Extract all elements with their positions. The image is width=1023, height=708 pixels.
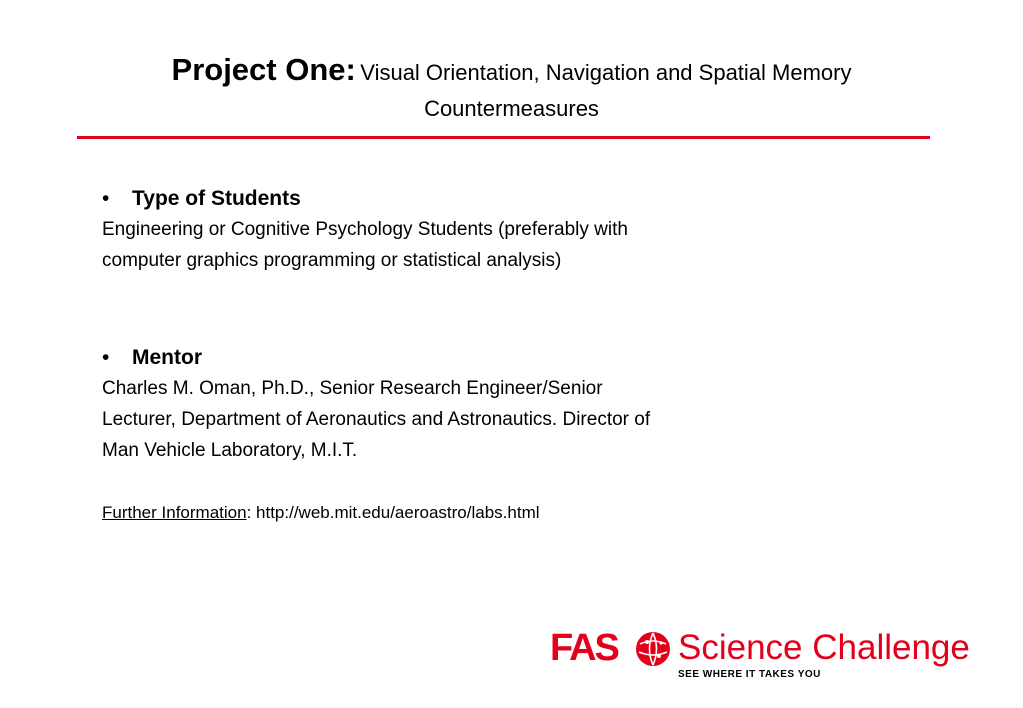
further-url[interactable]: http://web.mit.edu/aeroastro/labs.html bbox=[256, 503, 540, 522]
section-mentor bbox=[102, 343, 650, 466]
bullet-icon: • bbox=[102, 346, 110, 369]
logo-fas: FAS bbox=[550, 627, 618, 669]
bullet-icon: • bbox=[102, 187, 110, 210]
fas-science-challenge-logo bbox=[550, 626, 990, 686]
section-body bbox=[102, 214, 628, 276]
title-line2: Countermeasures bbox=[424, 96, 599, 121]
body-line: Engineering or Cognitive Psychology Students (preferably with bbox=[102, 219, 628, 240]
logo-tagline: SEE WHERE IT TAKES YOU bbox=[678, 669, 821, 680]
further-information-link[interactable]: Further Information bbox=[102, 503, 247, 522]
section-heading: Mentor bbox=[132, 346, 202, 369]
body-line: Charles M. Oman, Ph.D., Senior Research Engineer/Senior bbox=[102, 378, 603, 399]
section-heading: Type of Students bbox=[132, 187, 301, 210]
slide-title bbox=[60, 52, 963, 124]
section-type-of-students bbox=[102, 184, 628, 276]
further-information bbox=[102, 500, 540, 526]
body-line: computer graphics programming or statistical analysis) bbox=[102, 250, 562, 271]
logo-name: Science Challenge bbox=[678, 628, 970, 667]
body-line: Man Vehicle Laboratory, M.I.T. bbox=[102, 440, 358, 461]
body-line: Lecturer, Department of Aeronautics and Astronautics. Director of bbox=[102, 409, 651, 430]
title-rest: Visual Orientation, Navigation and Spatial Memory bbox=[360, 60, 852, 85]
globe-icon bbox=[634, 630, 672, 673]
further-separator: : bbox=[246, 503, 252, 522]
title-divider bbox=[77, 136, 930, 139]
title-strong: Project One: bbox=[171, 52, 356, 87]
section-body bbox=[102, 373, 650, 466]
